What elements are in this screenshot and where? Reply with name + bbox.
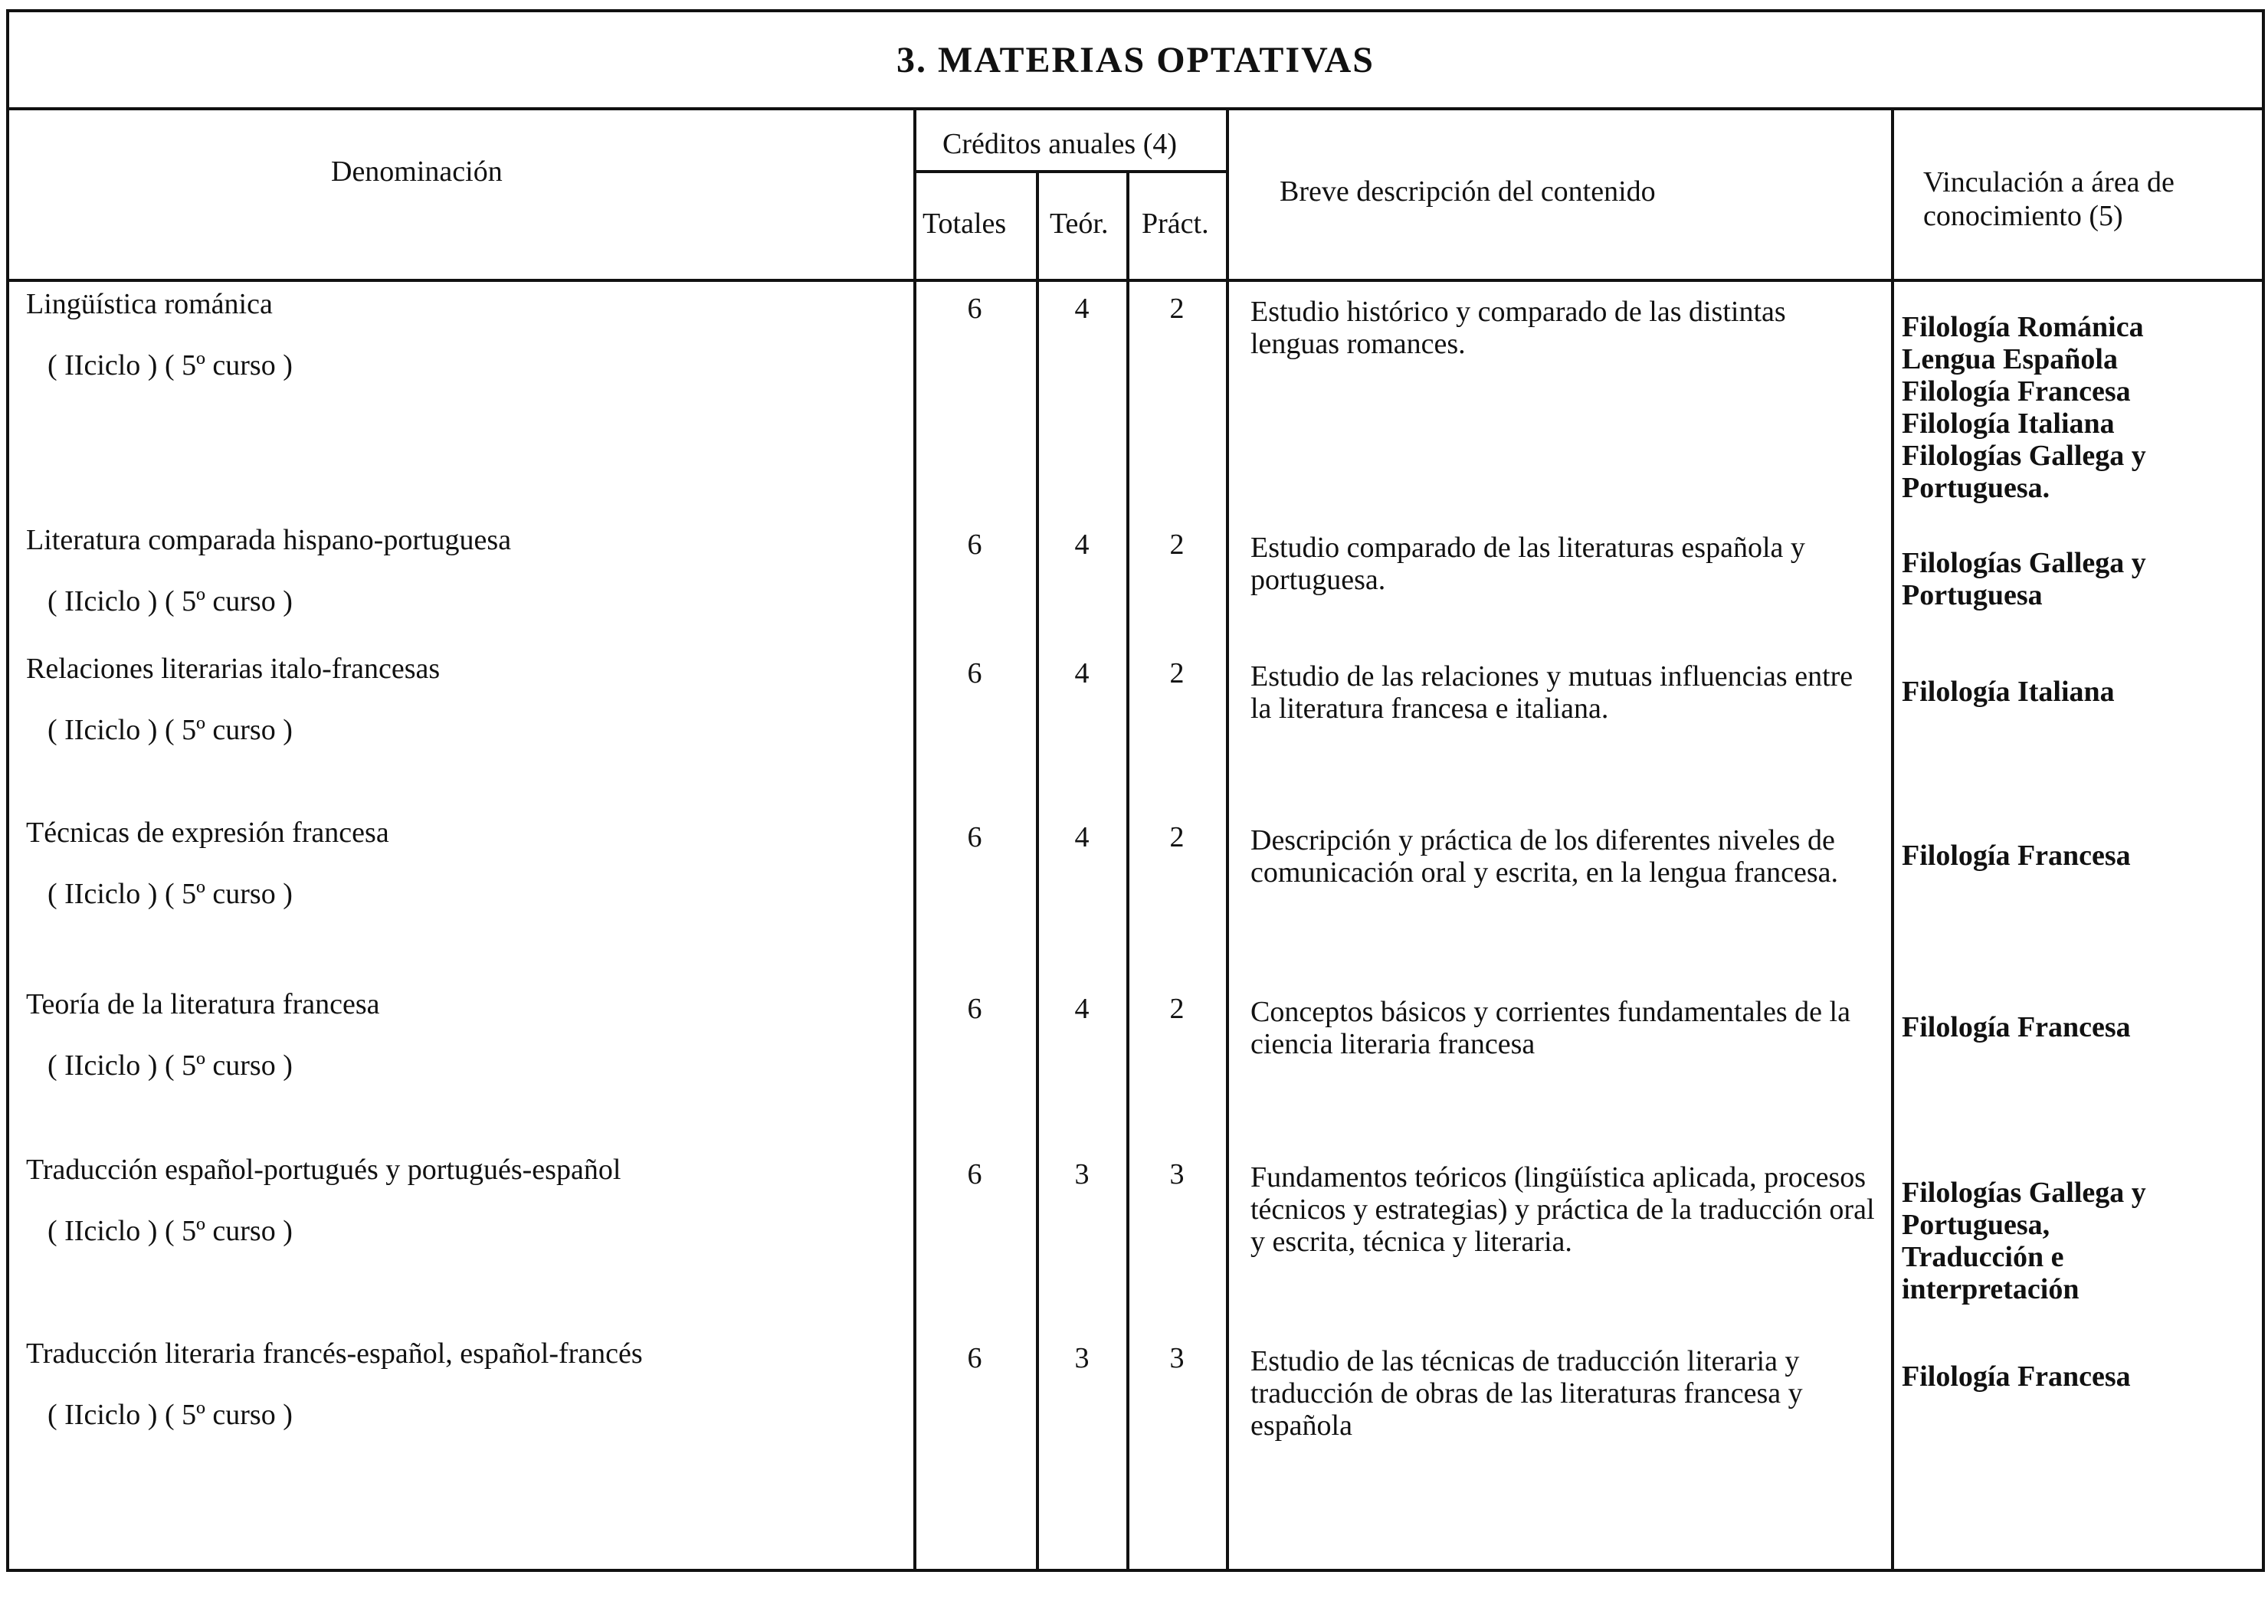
content-description: Estudio comparado de las literaturas española y portuguesa.	[1250, 532, 1805, 596]
subject-cycle: ( IIciclo ) ( 5º curso )	[48, 585, 293, 617]
knowledge-areas	[1902, 1360, 2239, 1393]
content-description: Estudio de las relaciones y mutuas influencias entre la literatura francesa e italiana.	[1250, 660, 1853, 725]
subject-name: Literatura comparada hispano-portuguesa	[26, 524, 512, 556]
header-descripcion: Breve descripción del contenido	[1280, 175, 1656, 208]
subject-cycle: ( IIciclo ) ( 5º curso )	[48, 1215, 293, 1247]
knowledge-area-item: Filología Románica	[1902, 311, 2144, 343]
subject-name: Relaciones literarias italo-francesas	[26, 653, 441, 685]
table-title-row	[9, 12, 2262, 110]
content-description: Fundamentos teóricos (lingüística aplicada, procesos técnicos y estrategias) y práctica de la traducción oral y escrita, técnica y literaria.	[1250, 1161, 1875, 1258]
credits-theory: 4	[1074, 821, 1090, 853]
credits-practice: 2	[1169, 293, 1185, 325]
knowledge-area-item: Filologías Gallega y Portuguesa	[1902, 547, 2146, 611]
credits-theory: 3	[1074, 1158, 1090, 1190]
subject-name: Traducción literaria francés-español, español-francés	[26, 1338, 643, 1370]
credits-total: 6	[967, 821, 982, 853]
knowledge-areas	[1902, 676, 2239, 708]
col-rule-1	[913, 110, 916, 1569]
subject-name: Traducción español-portugués y portugués-español	[26, 1154, 621, 1186]
subject-cycle: ( IIciclo ) ( 5º curso )	[48, 714, 293, 746]
optional-subjects-table	[6, 9, 2265, 1572]
credits-practice: 2	[1169, 529, 1185, 561]
knowledge-area-item: Filología Francesa	[1902, 375, 2131, 408]
subject-cycle: ( IIciclo ) ( 5º curso )	[48, 1399, 293, 1431]
col-rule-4	[1226, 110, 1229, 1569]
knowledge-areas	[1902, 547, 2239, 611]
knowledge-areas	[1902, 840, 2239, 872]
knowledge-area-item: Filología Francesa	[1902, 1011, 2131, 1043]
header-totales: Totales	[923, 208, 1007, 240]
credits-total: 6	[967, 657, 982, 689]
credits-practice: 3	[1169, 1342, 1185, 1374]
subject-cycle: ( IIciclo ) ( 5º curso )	[48, 1049, 293, 1082]
knowledge-area-item: Filología Italiana	[1902, 408, 2115, 440]
subject-name: Teoría de la literatura francesa	[26, 988, 380, 1020]
content-description: Estudio de las técnicas de traducción literaria y traducción de obras de las literaturas francesa y española	[1250, 1345, 1803, 1442]
subject-cycle: ( IIciclo ) ( 5º curso )	[48, 878, 293, 910]
credits-total: 6	[967, 1158, 982, 1190]
credits-total: 6	[967, 529, 982, 561]
creditos-rule	[913, 170, 1229, 173]
knowledge-area-item: Filología Italiana	[1902, 676, 2115, 708]
content-description: Estudio histórico y comparado de las distintas lenguas romances.	[1250, 296, 1786, 360]
credits-total: 6	[967, 293, 982, 325]
knowledge-areas	[1902, 1177, 2239, 1305]
col-rule-2	[1036, 170, 1039, 1569]
table-title: 3. MATERIAS OPTATIVAS	[896, 39, 1375, 80]
knowledge-area-item: Filología Francesa	[1902, 1360, 2131, 1393]
content-description: Descripción y práctica de los diferentes niveles de comunicación oral y escrita, en la lengua francesa.	[1250, 824, 1839, 889]
knowledge-area-item: Filologías Gallega y Portuguesa,	[1902, 1177, 2146, 1241]
credits-theory: 4	[1074, 993, 1090, 1025]
credits-total: 6	[967, 1342, 982, 1374]
col-rule-5	[1891, 110, 1894, 1569]
subject-cycle: ( IIciclo ) ( 5º curso )	[48, 349, 293, 381]
credits-theory: 3	[1074, 1342, 1090, 1374]
credits-theory: 4	[1074, 529, 1090, 561]
knowledge-area-item: Filología Francesa	[1902, 840, 2131, 872]
credits-total: 6	[967, 993, 982, 1025]
knowledge-areas	[1902, 311, 2239, 504]
subject-name: Lingüística románica	[26, 288, 273, 320]
header-pract: Práct.	[1142, 208, 1209, 240]
knowledge-area-item: Lengua Española	[1902, 343, 2118, 375]
header-teor: Teór.	[1050, 208, 1109, 240]
credits-theory: 4	[1074, 657, 1090, 689]
credits-practice: 2	[1169, 821, 1185, 853]
knowledge-area-item: Filologías Gallega y Portuguesa.	[1902, 440, 2146, 504]
credits-practice: 3	[1169, 1158, 1185, 1190]
subject-name: Técnicas de expresión francesa	[26, 817, 389, 849]
col-rule-3	[1126, 170, 1129, 1569]
knowledge-area-item: Traducción e interpretación	[1902, 1241, 2080, 1305]
header-vinculacion: Vinculación a área de conocimiento (5)	[1923, 166, 2175, 232]
knowledge-areas	[1902, 1011, 2239, 1043]
credits-practice: 2	[1169, 657, 1185, 689]
header-denominacion: Denominación	[331, 156, 503, 188]
header-creditos: Créditos anuales (4)	[942, 128, 1178, 160]
content-description: Conceptos básicos y corrientes fundamentales de la ciencia literaria francesa	[1250, 996, 1850, 1060]
credits-practice: 2	[1169, 993, 1185, 1025]
header-bottom-rule	[9, 279, 2262, 282]
credits-theory: 4	[1074, 293, 1090, 325]
